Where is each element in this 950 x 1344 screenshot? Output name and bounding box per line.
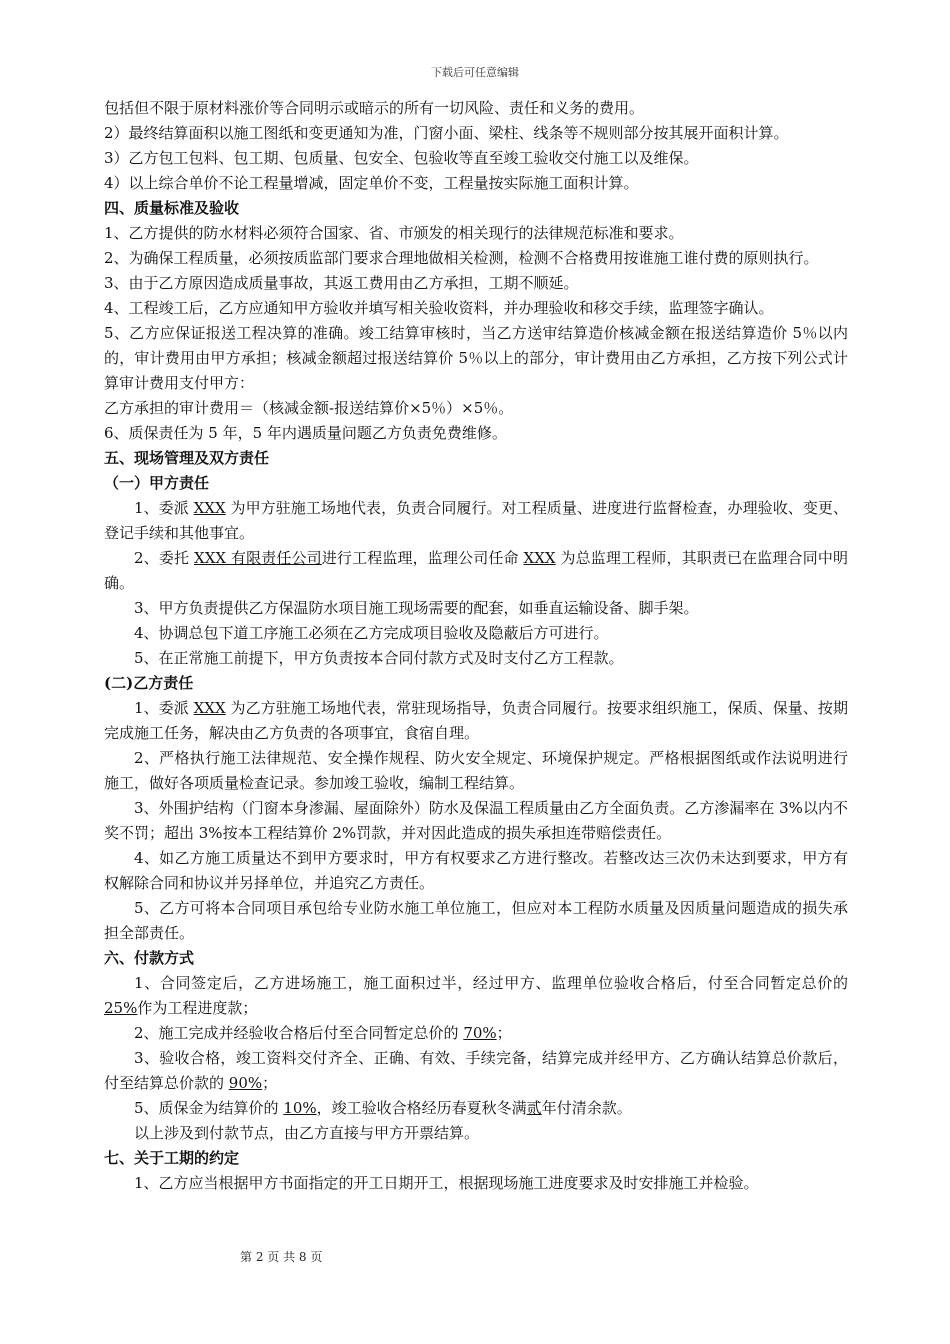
paragraph: 5、质保金为结算价的 10%，竣工验收合格经历春夏秋冬满贰年付清余款。 — [134, 1099, 632, 1117]
paragraph: 2）最终结算面积以施工图纸和变更通知为准，门窗小面、梁柱、线条等不规则部分按其展开面积计算。 — [104, 124, 789, 142]
subsection-heading: (二)乙方责任 — [104, 674, 194, 692]
paragraph: 1、合同签定后，乙方进场施工，施工面积过半，经过甲方、监理单位验收合格后，付至合同暂定总价的 25%作为工程进度款； — [104, 974, 848, 1017]
section-heading: 六、付款方式 — [104, 949, 195, 967]
paragraph: 3、由于乙方原因造成质量事故，其返工费用由乙方承担，工期不顺延。 — [104, 274, 579, 292]
paragraph: 3）乙方包工包料、包工期、包质量、包安全、包验收等直至竣工验收交付施工以及维保。 — [104, 149, 699, 167]
paragraph: 4）以上综合单价不论工程量增减，固定单价不变，工程量按实际施工面积计算。 — [104, 174, 639, 192]
paragraph: 2、为确保工程质量，必须按质监部门要求合理地做相关检测，检测不合格费用按谁施工谁付费的原则执行。 — [104, 249, 819, 267]
paragraph: 4、协调总包下道工序施工必须在乙方完成项目验收及隐蔽后方可进行。 — [134, 624, 609, 642]
paragraph: 4、如乙方施工质量达不到甲方要求时，甲方有权要求乙方进行整改。若整改达三次仍未达到要求，甲方有权解除合同和协议并另择单位，并追究乙方责任。 — [104, 849, 848, 892]
page-footer: 第 2 页 共 8 页 — [240, 1250, 323, 1264]
paragraph: 3、甲方负责提供乙方保温防水项目施工现场需要的配套，如垂直运输设备、脚手架。 — [134, 599, 699, 617]
paragraph: 2、严格执行施工法律规范、安全操作规程、防火安全规定、环境保护规定。严格根据图纸或作法说明进行施工，做好各项质量检查记录。参加竣工验收，编制工程结算。 — [104, 749, 848, 792]
paragraph: 4、工程竣工后，乙方应通知甲方验收并填写相关验收资料，并办理验收和移交手续，监理签字确认。 — [104, 299, 774, 317]
paragraph: 3、验收合格，竣工资料交付齐全、正确、有效、手续完备，结算完成并经甲方、乙方确认结算总价款后，付至结算总价款的 90%； — [104, 1049, 848, 1092]
document-body — [104, 96, 848, 1196]
paragraph: 包括但不限于原材料涨价等合同明示或暗示的所有一切风险、责任和义务的费用。 — [104, 99, 645, 117]
formula-line: 乙方承担的审计费用＝（核减金额-报送结算价×5％）×5％。 — [104, 399, 514, 417]
section-heading: 四、质量标准及验收 — [104, 199, 240, 217]
paragraph: 1、乙方提供的防水材料必须符合国家、省、市颁发的相关现行的法律规范标准和要求。 — [104, 224, 684, 242]
paragraph: 1、委派 XXX 为乙方驻施工场地代表，常驻现场指导，负责合同履行。按要求组织施工，保质、保量、按期完成施工任务，解决由乙方负责的各项事宜，食宿自理。 — [104, 699, 848, 742]
section-heading: 七、关于工期的约定 — [104, 1149, 240, 1167]
page-header: 下载后可任意编辑 — [431, 66, 519, 79]
paragraph: 2、施工完成并经验收合格后付至合同暂定总价的 70%； — [134, 1024, 512, 1042]
paragraph: 5、乙方可将本合同项目承包给专业防水施工单位施工，但应对本工程防水质量及因质量问题造成的损失承担全部责任。 — [104, 899, 848, 942]
paragraph: 5、乙方应保证报送工程决算的准确。竣工结算审核时，当乙方送审结算造价核减金额在报送结算造价 5％以内的，审计费用由甲方承担；核减金额超过报送结算价 5％以上的部分，审计费用由乙方承担，乙方按下列公式计算审计费用支付甲方： — [104, 324, 848, 392]
paragraph: 6、质保责任为 5 年，5 年内遇质量问题乙方负责免费维修。 — [104, 424, 507, 442]
subsection-heading: （一）甲方责任 — [104, 474, 210, 492]
paragraph: 1、乙方应当根据甲方书面指定的开工日期开工，根据现场施工进度要求及时安排施工并检验。 — [134, 1174, 759, 1192]
section-heading: 五、现场管理及双方责任 — [104, 449, 270, 467]
paragraph: 5、在正常施工前提下，甲方负责按本合同付款方式及时支付乙方工程款。 — [134, 649, 624, 667]
paragraph: 3、外围护结构（门窗本身渗漏、屋面除外）防水及保温工程质量由乙方全面负责。乙方渗漏率在 3%以内不奖不罚；超出 3%按本工程结算价 2%罚款，并对因此造成的损失承担连带赔偿责任。 — [104, 799, 848, 842]
paragraph: 2、委托 XXX 有限责任公司进行工程监理，监理公司任命 XXX 为总监理工程师，其职责已在监理合同中明确。 — [104, 549, 848, 592]
paragraph: 1、委派 XXX 为甲方驻施工场地代表，负责合同履行。对工程质量、进度进行监督检查，办理验收、变更、登记手续和其他事宜。 — [104, 499, 848, 542]
paragraph: 以上涉及到付款节点，由乙方直接与甲方开票结算。 — [134, 1124, 480, 1142]
